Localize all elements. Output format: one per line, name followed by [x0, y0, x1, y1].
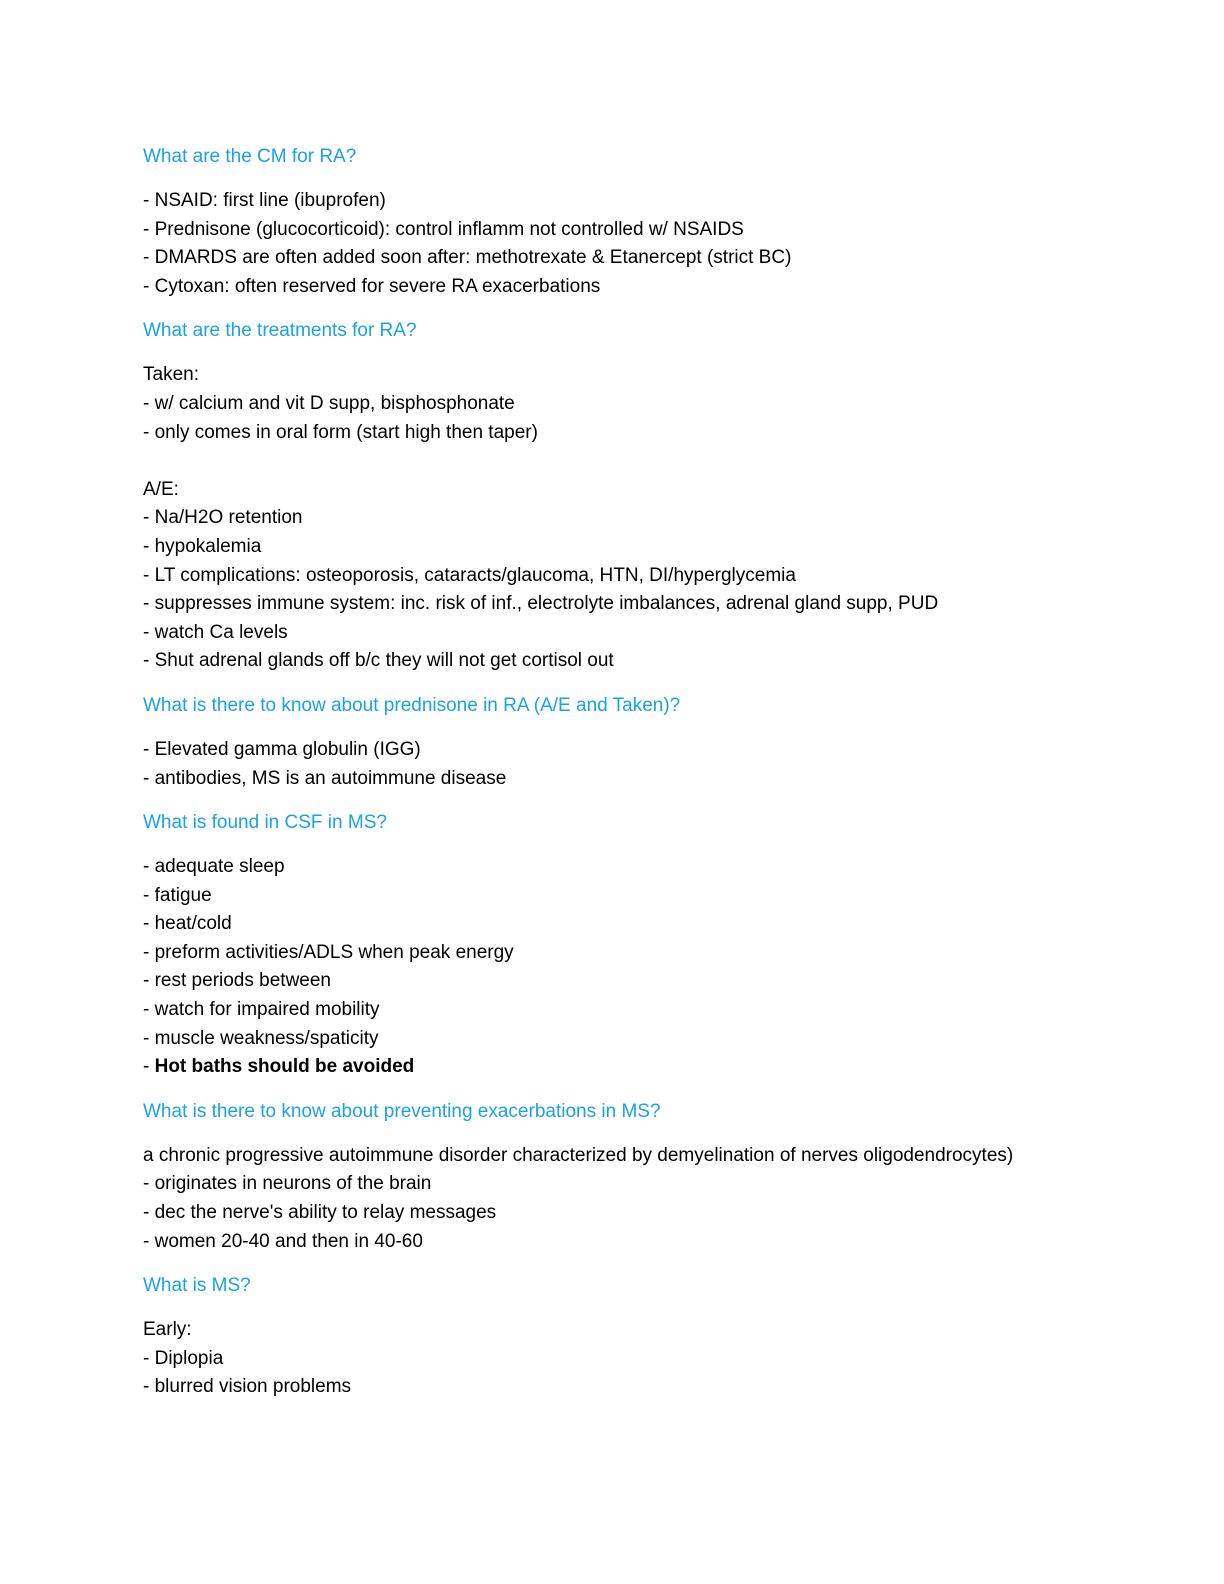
- answer-block: [143, 361, 1083, 676]
- answer-line: Taken:: [143, 364, 199, 386]
- answer-line-emphasis: [143, 1053, 1083, 1082]
- answer-line: - DMARDS are often added soon after: methotrexate & Etanercept (strict BC): [143, 247, 792, 269]
- question-heading: What are the CM for RA?: [143, 146, 357, 167]
- answer-line: - only comes in oral form (start high then taper): [143, 421, 538, 443]
- answer-line: - adequate sleep: [143, 856, 285, 878]
- question-heading: What is MS?: [143, 1275, 251, 1297]
- blank-line: [143, 447, 1083, 476]
- question-heading: What is there to know about preventing exacerbations in MS?: [143, 1100, 661, 1122]
- answer-line: - hypokalemia: [143, 535, 262, 557]
- answer-line: - blurred vision problems: [143, 1376, 352, 1398]
- answer-line: - suppresses immune system: inc. risk of inf., electrolyte imbalances, adrenal gland supp, PUD: [143, 593, 939, 615]
- answer-line: - dec the nerve's ability to relay messages: [143, 1202, 497, 1224]
- answer-line: - rest periods between: [143, 970, 331, 992]
- answer-line: - LT complications: osteoporosis, cataracts/glaucoma, HTN, DI/hyperglycemia: [143, 564, 796, 586]
- bold-warning-text: Hot baths should be avoided: [154, 1056, 415, 1078]
- answer-line: - Cytoxan: often reserved for severe RA exacerbations: [143, 275, 601, 297]
- answer-line: - Diplopia: [143, 1347, 224, 1369]
- answer-line: a chronic progressive autoimmune disorder characterized by demyelination of nerves oligodendrocytes): [143, 1144, 1014, 1166]
- answer-line: - preform activities/ADLS when peak energy: [143, 941, 514, 963]
- answer-line: - NSAID: first line (ibuprofen): [143, 190, 386, 211]
- answer-block: [143, 1316, 1083, 1402]
- answer-line: - Elevated gamma globulin (IGG): [143, 738, 421, 760]
- answer-line: - women 20-40 and then in 40-60: [143, 1230, 423, 1252]
- answer-line: - Prednisone (glucocorticoid): control inflamm not controlled w/ NSAIDS: [143, 218, 744, 240]
- answer-block: [143, 736, 1083, 793]
- answer-line: - watch for impaired mobility: [143, 999, 380, 1021]
- answer-line: - w/ calcium and vit D supp, bisphosphonate: [143, 392, 515, 414]
- question-heading: What is there to know about prednisone in RA (A/E and Taken)?: [143, 694, 681, 716]
- answer-line: - fatigue: [143, 884, 212, 906]
- answer-block: [143, 1142, 1083, 1256]
- answer-line-prefix: -: [143, 1056, 155, 1078]
- document-page: [143, 143, 1083, 1418]
- question-heading: What are the treatments for RA?: [143, 320, 417, 342]
- answer-line: - muscle weakness/spaticity: [143, 1027, 379, 1049]
- answer-line: - watch Ca levels: [143, 621, 288, 643]
- answer-line: - originates in neurons of the brain: [143, 1173, 432, 1195]
- answer-line: - antibodies, MS is an autoimmune disease: [143, 767, 507, 789]
- answer-block: [143, 187, 1083, 301]
- answer-line: Early:: [143, 1319, 192, 1341]
- answer-line: - Na/H2O retention: [143, 507, 303, 529]
- answer-block: [143, 853, 1083, 1082]
- answer-line: - Shut adrenal glands off b/c they will not get cortisol out: [143, 650, 614, 672]
- answer-line: - heat/cold: [143, 913, 232, 935]
- answer-line: A/E:: [143, 478, 179, 500]
- question-heading: What is found in CSF in MS?: [143, 812, 387, 834]
